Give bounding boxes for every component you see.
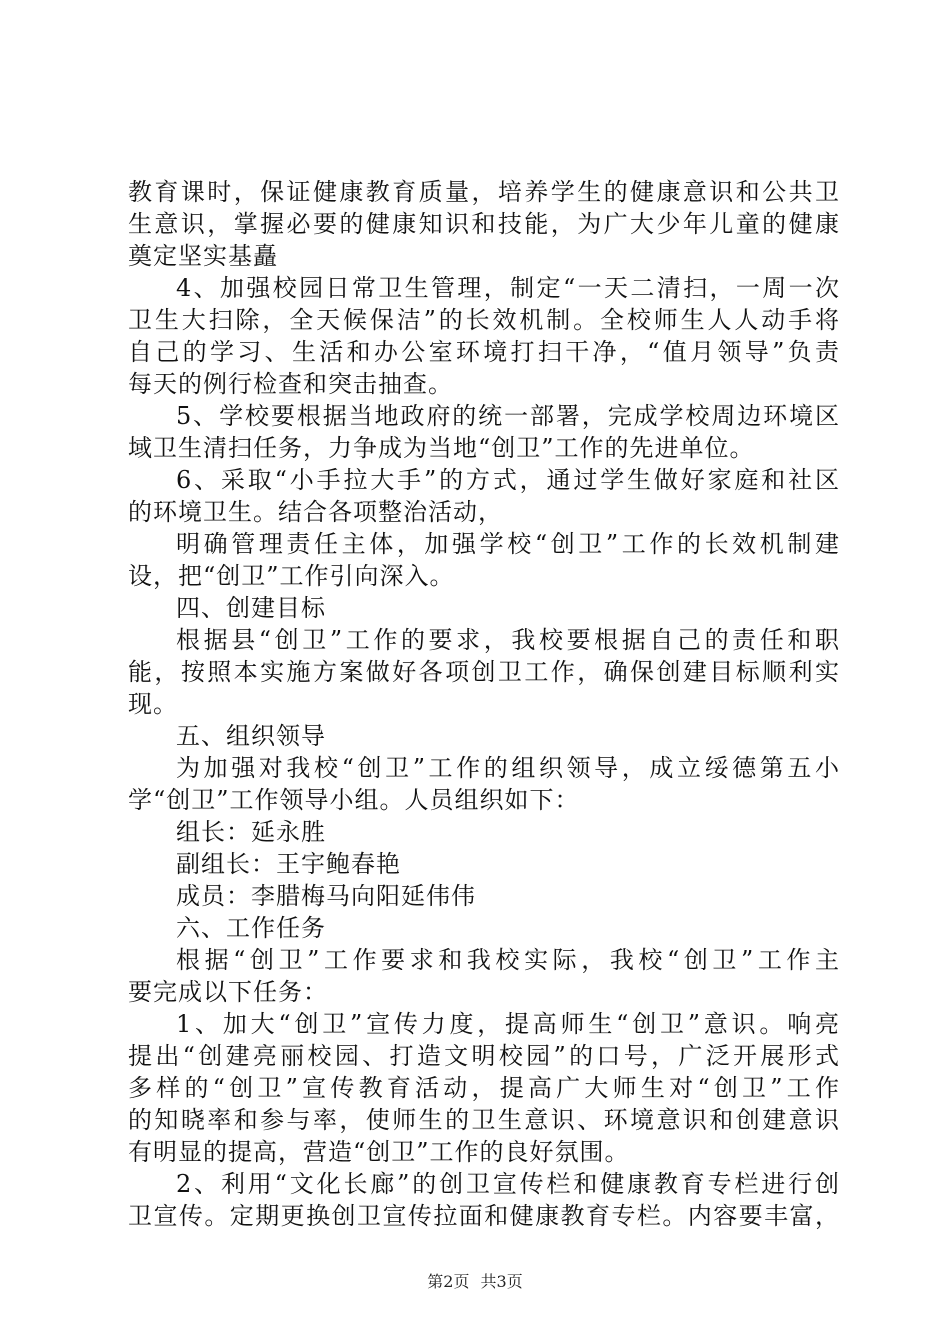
text-line: 六、工作任务: [176, 914, 326, 942]
text-line: 6、采取“小手拉大手”的方式，通过学生做好家庭和社区: [176, 466, 840, 494]
text-line: 教育课时，保证健康教育质量，培养学生的健康意识和公共卫: [128, 178, 840, 206]
text-line: 为加强对我校“创卫”工作的组织领导，成立绥德第五小: [176, 754, 840, 782]
text-line: 提出“创建亮丽校园、打造文明校园”的口号，广泛开展形式: [128, 1042, 840, 1070]
text-line: 现。: [128, 690, 178, 718]
page-number: 第2页: [427, 1272, 470, 1291]
text-line: 能，按照本实施方案做好各项创卫工作，确保创建目标顺利实: [128, 658, 840, 686]
text-line: 卫生大扫除，全天候保洁”的长效机制。全校师生人人动手将: [128, 306, 840, 334]
text-line: 4、加强校园日常卫生管理，制定“一天二清扫，一周一次: [176, 274, 840, 302]
text-line: 设，把“创卫”工作引向深入。: [128, 562, 455, 590]
text-line: 明确管理责任主体，加强学校“创卫”工作的长效机制建: [176, 530, 840, 558]
text-line: 四、创建目标: [176, 594, 326, 622]
page-footer: [0, 1272, 950, 1292]
text-line: 要完成以下任务：: [128, 978, 328, 1006]
text-line: 生意识，掌握必要的健康知识和技能，为广大少年儿童的健康: [128, 210, 840, 238]
text-line: 多样的“创卫”宣传教育活动，提高广大师生对“创卫”工作: [128, 1074, 840, 1102]
text-line: 副组长：王宇鲍春艳: [176, 850, 401, 878]
text-line: 成员：李腊梅马向阳延伟伟: [176, 882, 476, 910]
text-line: 2、利用“文化长廊”的创卫宣传栏和健康教育专栏进行创: [176, 1170, 840, 1198]
text-line: 自己的学习、生活和办公室环境打扫干净，“值月领导”负责: [128, 338, 840, 366]
document-body: [128, 176, 840, 1232]
text-line: 域卫生清扫任务，力争成为当地“创卫”工作的先进单位。: [128, 434, 755, 462]
text-line: 根据“创卫”工作要求和我校实际，我校“创卫”工作主: [176, 946, 840, 974]
text-line: 学“创卫”工作领导小组。人员组织如下：: [128, 786, 580, 814]
text-line: 根据县“创卫”工作的要求，我校要根据自己的责任和职: [176, 626, 840, 654]
text-line: 奠定坚实基矗: [128, 242, 278, 270]
text-line: 组长：延永胜: [176, 818, 326, 846]
text-line: 的环境卫生。结合各项整治活动，: [128, 498, 503, 526]
text-line: 每天的例行检查和突击抽查。: [128, 370, 453, 398]
text-line: 五、组织领导: [176, 722, 326, 750]
text-line: 的知晓率和参与率，使师生的卫生意识、环境意识和创建意识: [128, 1106, 840, 1134]
text-line: 1、加大“创卫”宣传力度，提高师生“创卫”意识。响亮: [176, 1010, 840, 1038]
text-line: 5、学校要根据当地政府的统一部署，完成学校周边环境区: [176, 402, 840, 430]
text-line: 有明显的提高，营造“创卫”工作的良好氛围。: [128, 1138, 630, 1166]
page-total: 共3页: [480, 1272, 523, 1291]
text-line: 卫宣传。定期更换创卫宣传拉面和健康教育专栏。内容要丰富，: [128, 1202, 840, 1230]
